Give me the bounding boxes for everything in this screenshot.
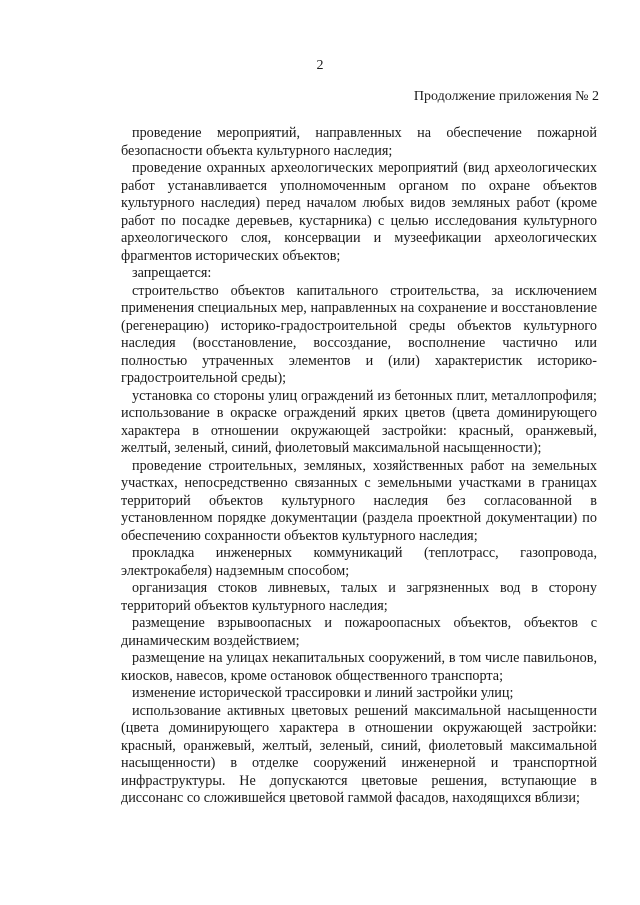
paragraph: проведение охранных археологических мероприятий (вид археологических работ устанавливается уполномоченным органом по охране объектов культурного наследия) перед началом любых видов земляных работ (кроме работ по посадке деревьев, кустарника) с целью исследования культурного археологического слоя, консервации и музеефикации археологических фрагментов исторических объектов; [121, 160, 597, 264]
paragraph: размещение взрывоопасных и пожароопасных объектов, объектов с динамическим воздействием; [121, 615, 597, 649]
paragraph: организация стоков ливневых, талых и загрязненных вод в сторону территорий объектов культурного наследия; [121, 580, 597, 614]
paragraph: проведение строительных, земляных, хозяйственных работ на земельных участках, непосредственно связанных с земельными участками в границах территорий объектов культурного наследия без согласованной в установленном порядке документации (раздела проектной документации) по обеспечению сохранности объектов культурного наследия; [121, 457, 597, 544]
paragraph: строительство объектов капитального строительства, за исключением применения специальных мер, направленных на сохранение и восстановление (регенерацию) историко-градостроительной среды объектов культурного наследия (восстановление, воссоздание, восполнение частично или полностью утраченных элементов и (или) характеристик историко-градостроительной среды); [121, 282, 597, 386]
paragraph: размещение на улицах некапитальных сооружений, в том числе павильонов, киосков, навесов, кроме остановок общественного транспорта; [121, 650, 597, 684]
paragraph: проведение мероприятий, направленных на обеспечение пожарной безопасности объекта культурного наследия; [121, 125, 597, 159]
page-number: 2 [316, 58, 324, 73]
paragraph: прокладка инженерных коммуникаций (теплотрасс, газопровода, электрокабеля) надземным способом; [121, 545, 597, 579]
paragraph: использование активных цветовых решений максимальной насыщенности (цвета доминирующего характера в отношении окружающей застройки: красный, оранжевый, желтый, зеленый, синий, фиолетовый максимальной насыщенности) в отделке сооружений инженерной и транспортной инфраструктуры. Не допускаются цветовые решения, вступающие в диссонанс со сложившейся цветовой гаммой фасадов, находящихся вблизи; [121, 702, 597, 806]
paragraph: запрещается: [132, 265, 212, 281]
paragraph: установка со стороны улиц ограждений из бетонных плит, металлопрофиля; использование в окраске ограждений ярких цветов (цвета доминирующего характера в отношении окружающей застройки: красный, оранжевый, желтый, зеленый, синий, фиолетовый максимальной насыщенности); [121, 387, 597, 456]
document-body [121, 125, 597, 808]
paragraph: изменение исторической трассировки и линий застройки улиц; [132, 685, 514, 701]
header-note: Продолжение приложения № 2 [413, 89, 599, 104]
